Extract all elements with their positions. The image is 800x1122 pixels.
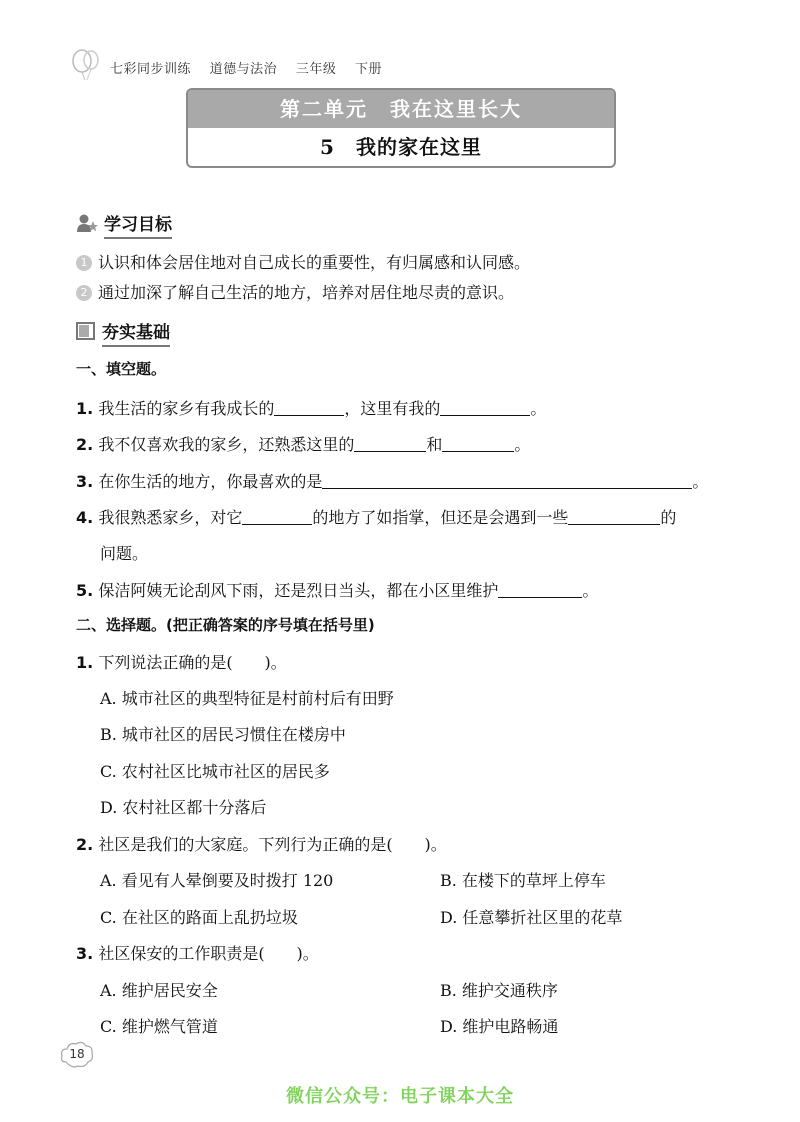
goal-text: 通过加深了解自己生活的地方，培养对居住地尽责的意识。 [98, 283, 515, 302]
balloon-logo-icon [70, 48, 102, 82]
question-text: ，这里有我的 [344, 399, 441, 418]
answer-blank[interactable] [440, 399, 530, 416]
header-subject: 道德与法治 [209, 62, 278, 77]
question-text: 保洁阿姨无论刮风下雨，还是烈日当头，都在小区里维护 [98, 581, 499, 600]
goals-heading [76, 210, 172, 235]
choice-option[interactable]: A. 城市社区的典型特征是村前村后有田野 [100, 689, 394, 708]
basics-heading-text: 夯实基础 [102, 323, 170, 347]
fill-question-3 [76, 469, 708, 492]
answer-blank[interactable] [354, 435, 426, 452]
answer-blank[interactable] [498, 581, 582, 598]
answer-blank[interactable] [568, 508, 660, 525]
answer-blank[interactable] [442, 435, 514, 452]
question-number: 5. [76, 581, 94, 600]
choice-option[interactable]: D. 农村社区都十分落后 [100, 798, 267, 817]
header-term: 下册 [354, 62, 382, 77]
question-text: 我很熟悉家乡，对它 [98, 508, 243, 527]
choice-option[interactable]: B. 维护交通秩序 [440, 981, 558, 1000]
book-icon [76, 321, 96, 341]
choice-option[interactable]: A. 看见有人晕倒要及时拨打 120 [100, 871, 334, 890]
question-number: 1. [76, 399, 94, 418]
fill-section-heading: 一、填空题。 [76, 360, 167, 378]
question-text: 的地方了如指掌，但还是会遇到一些 [312, 508, 569, 527]
question-stem: 下列说法正确的是( )。 [98, 653, 287, 672]
question-text: 我不仅喜欢我的家乡，还熟悉这里的 [98, 435, 355, 454]
question-text: 的 [660, 508, 677, 527]
choice-option[interactable]: B. 在楼下的草坪上停车 [440, 871, 606, 890]
basics-heading [76, 318, 170, 343]
choice-option[interactable]: D. 维护电路畅通 [440, 1017, 559, 1036]
question-text: 。 [582, 581, 599, 600]
fill-question-1 [76, 396, 546, 419]
learner-icon [76, 213, 98, 233]
goal-item [76, 280, 514, 303]
header-series: 七彩同步训练 [110, 62, 192, 77]
choice-question-2 [76, 832, 447, 855]
question-number: 4. [76, 508, 94, 527]
choice-option[interactable]: C. 在社区的路面上乱扔垃圾 [100, 908, 298, 927]
page-number-badge [60, 1040, 94, 1070]
answer-blank[interactable] [274, 399, 344, 416]
choice-option[interactable]: B. 城市社区的居民习惯住在楼房中 [100, 725, 346, 744]
lesson-title: 5 我的家在这里 [320, 135, 482, 159]
question-text: 。 [530, 399, 547, 418]
question-text: 和 [426, 435, 443, 454]
goal-item [76, 250, 530, 273]
question-number: 3. [76, 472, 94, 491]
choice-option[interactable]: C. 农村社区比城市社区的居民多 [100, 762, 330, 781]
header-grade: 三年级 [295, 62, 337, 77]
goal-number-badge: 1 [76, 255, 92, 271]
page-number: 18 [69, 1047, 85, 1061]
choice-question-3 [76, 941, 319, 964]
goals-heading-text: 学习目标 [104, 215, 172, 239]
choice-option[interactable]: A. 维护居民安全 [100, 981, 218, 1000]
goal-number-badge: 2 [76, 285, 92, 301]
fill-question-2 [76, 432, 530, 455]
question-number: 1. [76, 653, 94, 672]
goal-text: 认识和体会居住地对自己成长的重要性，有归属感和认同感。 [98, 253, 531, 272]
answer-blank[interactable] [242, 508, 312, 525]
watermark: 微信公众号：电子课本大全 [286, 1086, 514, 1107]
choice-section-heading: 二、选择题。(把正确答案的序号填在括号里) [76, 616, 375, 634]
answer-blank[interactable] [322, 472, 692, 489]
title-box [186, 88, 616, 168]
question-number: 3. [76, 944, 94, 963]
question-stem: 社区是我们的大家庭。下列行为正确的是( )。 [98, 835, 447, 854]
choice-question-1 [76, 650, 287, 673]
question-stem: 社区保安的工作职责是( )。 [98, 944, 319, 963]
fill-question-5 [76, 578, 598, 601]
choice-option[interactable]: C. 维护燃气管道 [100, 1017, 218, 1036]
running-header [110, 58, 396, 77]
question-text: 在你生活的地方，你最喜欢的是 [98, 472, 323, 491]
question-text: 我生活的家乡有我成长的 [98, 399, 275, 418]
fill-question-4 [76, 505, 676, 528]
question-number: 2. [76, 835, 94, 854]
question-text: 。 [692, 472, 709, 491]
question-text: 。 [514, 435, 531, 454]
choice-option[interactable]: D. 任意攀折社区里的花草 [440, 908, 623, 927]
question-number: 2. [76, 435, 94, 454]
unit-title: 第二单元 我在这里长大 [188, 90, 614, 128]
fill-question-4-continued: 问题。 [100, 544, 149, 563]
